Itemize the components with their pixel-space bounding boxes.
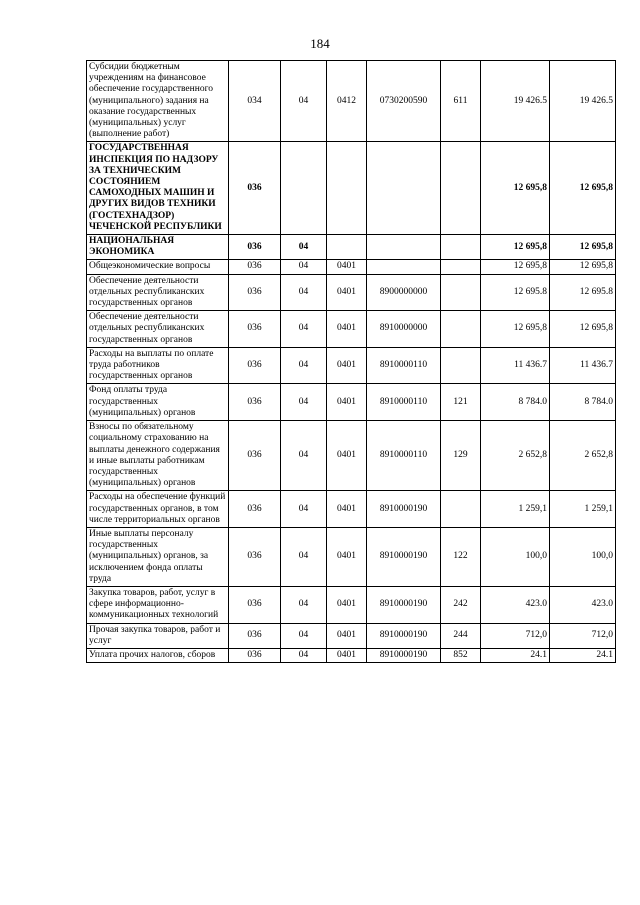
cell-ved-code: 036: [229, 623, 281, 648]
cell-amount-1: 100,0: [481, 527, 550, 586]
cell-target-article: 8900000000: [367, 274, 441, 311]
cell-subsection-code: 0401: [327, 586, 367, 623]
budget-table-body: [87, 61, 616, 663]
cell-subsection-code: 0401: [327, 623, 367, 648]
cell-expense-type: [441, 311, 481, 348]
cell-ved-code: 036: [229, 347, 281, 384]
cell-amount-1: 12 695,8: [481, 260, 550, 274]
cell-expense-type: [441, 260, 481, 274]
cell-expense-type: [441, 142, 481, 235]
cell-subsection-code: 0401: [327, 274, 367, 311]
table-row: [87, 260, 616, 274]
cell-amount-1: 2 652,8: [481, 421, 550, 491]
cell-section-code: 04: [281, 623, 327, 648]
cell-subsection-code: 0401: [327, 260, 367, 274]
cell-subsection-code: 0401: [327, 384, 367, 421]
cell-amount-2: 1 259,1: [550, 491, 616, 528]
cell-subsection-code: 0401: [327, 527, 367, 586]
cell-target-article: [367, 142, 441, 235]
cell-amount-1: 12 695,8: [481, 142, 550, 235]
cell-target-article: 8910000190: [367, 648, 441, 662]
cell-name: НАЦИОНАЛЬНАЯ ЭКОНОМИКА: [87, 235, 229, 260]
cell-expense-type: 242: [441, 586, 481, 623]
cell-amount-2: 11 436.7: [550, 347, 616, 384]
cell-target-article: 8910000190: [367, 491, 441, 528]
cell-amount-2: 100,0: [550, 527, 616, 586]
cell-amount-1: 19 426.5: [481, 61, 550, 142]
cell-amount-1: 1 259,1: [481, 491, 550, 528]
cell-ved-code: 036: [229, 421, 281, 491]
table-row: [87, 311, 616, 348]
table-row: [87, 274, 616, 311]
table-row: [87, 527, 616, 586]
cell-name: Обеспечение деятельности отдельных республиканских государственных органов: [87, 311, 229, 348]
cell-expense-type: [441, 274, 481, 311]
cell-name: ГОСУДАРСТВЕННАЯ ИНСПЕКЦИЯ ПО НАДЗОРУ ЗА ТЕХНИЧЕСКИМ СОСТОЯНИЕМ САМОХОДНЫХ МАШИН И ДРУГИХ ВИДОВ ТЕХНИКИ (ГОСТЕХНАДЗОР) ЧЕЧЕНСКОЙ РЕСПУБЛИКИ: [87, 142, 229, 235]
cell-expense-type: 129: [441, 421, 481, 491]
cell-subsection-code: [327, 235, 367, 260]
cell-target-article: 8910000190: [367, 527, 441, 586]
cell-section-code: 04: [281, 648, 327, 662]
cell-section-code: 04: [281, 347, 327, 384]
cell-amount-2: 423.0: [550, 586, 616, 623]
cell-target-article: 8910000110: [367, 421, 441, 491]
cell-section-code: 04: [281, 421, 327, 491]
cell-section-code: 04: [281, 235, 327, 260]
cell-ved-code: 036: [229, 384, 281, 421]
cell-subsection-code: 0401: [327, 491, 367, 528]
cell-expense-type: [441, 491, 481, 528]
cell-name: Иные выплаты персоналу государственных (муниципальных) органов, за исключением фонда оплаты труда: [87, 527, 229, 586]
cell-expense-type: 611: [441, 61, 481, 142]
cell-amount-2: 12 695,8: [550, 235, 616, 260]
cell-section-code: [281, 142, 327, 235]
cell-target-article: 8910000110: [367, 347, 441, 384]
cell-name: Общеэкономические вопросы: [87, 260, 229, 274]
cell-target-article: 8910000000: [367, 311, 441, 348]
cell-subsection-code: 0401: [327, 347, 367, 384]
table-row: [87, 491, 616, 528]
cell-ved-code: 036: [229, 648, 281, 662]
cell-expense-type: [441, 235, 481, 260]
cell-name: Уплата прочих налогов, сборов: [87, 648, 229, 662]
cell-expense-type: 852: [441, 648, 481, 662]
budget-table: [86, 60, 616, 663]
page-number: 184: [310, 36, 330, 51]
cell-amount-2: 8 784.0: [550, 384, 616, 421]
cell-amount-2: 12 695,8: [550, 260, 616, 274]
cell-section-code: 04: [281, 384, 327, 421]
cell-name: Расходы на обеспечение функций государственных органов, в том числе территориальных органов: [87, 491, 229, 528]
cell-expense-type: 244: [441, 623, 481, 648]
cell-amount-1: 423.0: [481, 586, 550, 623]
cell-ved-code: 036: [229, 527, 281, 586]
cell-target-article: [367, 235, 441, 260]
table-row: [87, 421, 616, 491]
cell-target-article: 8910000110: [367, 384, 441, 421]
cell-name: Обеспечение деятельности отдельных республиканских государственных органов: [87, 274, 229, 311]
cell-amount-1: 12 695.8: [481, 274, 550, 311]
cell-name: Расходы на выплаты по оплате труда работников государственных органов: [87, 347, 229, 384]
cell-amount-2: 12 695.8: [550, 274, 616, 311]
cell-amount-2: 2 652,8: [550, 421, 616, 491]
cell-expense-type: 121: [441, 384, 481, 421]
cell-amount-2: 24.1: [550, 648, 616, 662]
cell-target-article: 8910000190: [367, 623, 441, 648]
table-row: [87, 347, 616, 384]
cell-amount-2: 19 426.5: [550, 61, 616, 142]
cell-ved-code: 036: [229, 274, 281, 311]
cell-ved-code: 036: [229, 586, 281, 623]
table-row: [87, 623, 616, 648]
cell-amount-2: 12 695,8: [550, 142, 616, 235]
cell-amount-1: 11 436.7: [481, 347, 550, 384]
table-row: [87, 648, 616, 662]
table-row: [87, 586, 616, 623]
table-row: [87, 235, 616, 260]
cell-amount-1: 712,0: [481, 623, 550, 648]
table-row: [87, 61, 616, 142]
cell-section-code: 04: [281, 586, 327, 623]
cell-subsection-code: 0401: [327, 421, 367, 491]
table-row: [87, 142, 616, 235]
cell-ved-code: 036: [229, 235, 281, 260]
table-row: [87, 384, 616, 421]
cell-ved-code: 034: [229, 61, 281, 142]
cell-amount-1: 12 695,8: [481, 235, 550, 260]
cell-section-code: 04: [281, 527, 327, 586]
cell-name: Субсидии бюджетным учреждениям на финансовое обеспечение государственного (муниципального) задания на оказание государственных (муниципальных) услуг (выполнение работ): [87, 61, 229, 142]
cell-target-article: [367, 260, 441, 274]
cell-amount-1: 24.1: [481, 648, 550, 662]
cell-section-code: 04: [281, 491, 327, 528]
cell-ved-code: 036: [229, 142, 281, 235]
cell-amount-2: 12 695,8: [550, 311, 616, 348]
cell-target-article: 8910000190: [367, 586, 441, 623]
cell-subsection-code: 0401: [327, 648, 367, 662]
cell-section-code: 04: [281, 61, 327, 142]
cell-section-code: 04: [281, 260, 327, 274]
cell-subsection-code: [327, 142, 367, 235]
cell-section-code: 04: [281, 311, 327, 348]
cell-expense-type: [441, 347, 481, 384]
cell-expense-type: 122: [441, 527, 481, 586]
cell-name: Прочая закупка товаров, работ и услуг: [87, 623, 229, 648]
cell-name: Фонд оплаты труда государственных (муниципальных) органов: [87, 384, 229, 421]
cell-target-article: 0730200590: [367, 61, 441, 142]
cell-subsection-code: 0412: [327, 61, 367, 142]
cell-name: Закупка товаров, работ, услуг в сфере информационно-коммуникационных технологий: [87, 586, 229, 623]
cell-section-code: 04: [281, 274, 327, 311]
cell-name: Взносы по обязательному социальному страхованию на выплаты денежного содержания и иные выплаты работникам государственных (муниципальных) органов: [87, 421, 229, 491]
cell-ved-code: 036: [229, 260, 281, 274]
cell-amount-2: 712,0: [550, 623, 616, 648]
cell-subsection-code: 0401: [327, 311, 367, 348]
cell-amount-1: 8 784.0: [481, 384, 550, 421]
cell-amount-1: 12 695,8: [481, 311, 550, 348]
cell-ved-code: 036: [229, 491, 281, 528]
cell-ved-code: 036: [229, 311, 281, 348]
